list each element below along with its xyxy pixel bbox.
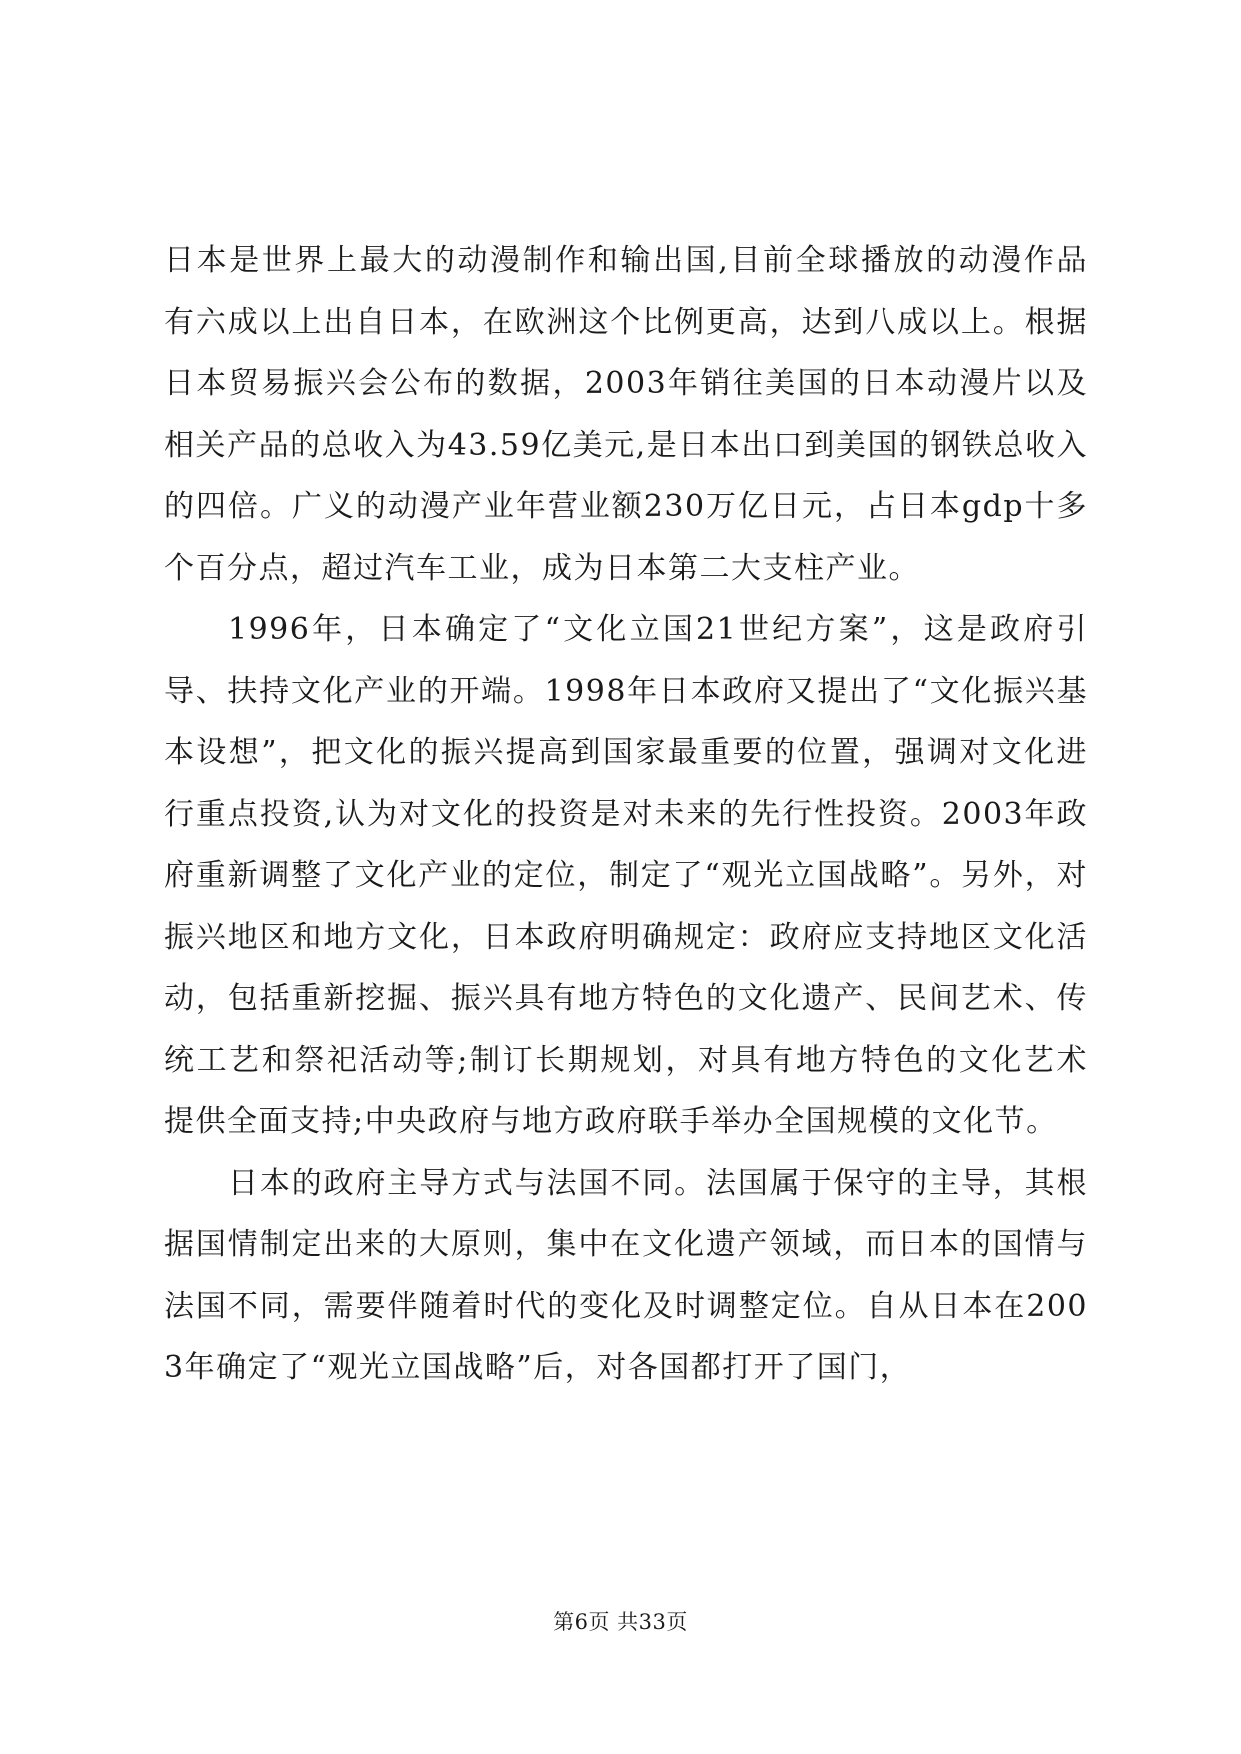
paragraph-cultural-policy: 1996年，日本确定了“文化立国21世纪方案”，这是政府引导、扶持文化产业的开端。1998年日本政府又提出了“文化振兴基本设想”，把文化的振兴提高到国家最重要的位置，强调对文化进行重点投资,认为对文化的投资是对未来的先行性投资。2003年政府重新调整了文化产业的定位，制定了“观光立国战略”。另外，对振兴地区和地方文化，日本政府明确规定：政府应支持地区文化活动，包括重新挖掘、振兴具有地方特色的文化遗产、民间艺术、传统工艺和祭祀活动等;制订长期规划，对具有地方特色的文化艺术提供全面支持;中央政府与地方政府联手举办全国规模的文化节。 [164,612,1088,1139]
paragraph-anime-industry: 日本是世界上最大的动漫制作和输出国,目前全球播放的动漫作品有六成以上出自日本，在欧洲这个比例更高，达到八成以上。根据日本贸易振兴会公布的数据，2003年销往美国的日本动漫片以及相关产品的总收入为43.59亿美元,是日本出口到美国的钢铁总收入的四倍。广义的动漫产业年营业额230万亿日元，占日本gdp十多个百分点，超过汽车工业，成为日本第二大支柱产业。 [164,243,1088,586]
page-number-footer: 第6页 共33页 [553,1610,688,1634]
document-body [164,230,1088,1399]
paragraph-government-approach: 日本的政府主导方式与法国不同。法国属于保守的主导，其根据国情制定出来的大原则，集中在文化遗产领域，而日本的国情与法国不同，需要伴随着时代的变化及时调整定位。自从日本在2003年确定了“观光立国战略”后，对各国都打开了国门， [164,1165,1088,1385]
